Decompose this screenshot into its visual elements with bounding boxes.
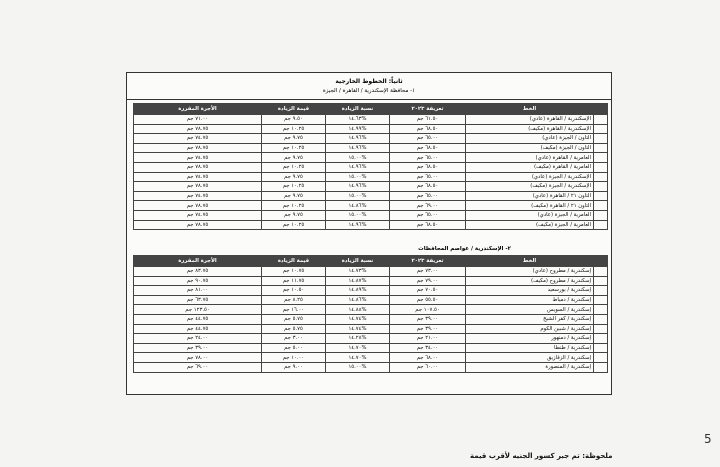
header-increase-pct: نسبة الزيادة bbox=[326, 256, 390, 267]
route-cell: التاون / الجيزة (مكيف) bbox=[466, 143, 594, 153]
tariff-cell: ٧٠.٥٠ جم bbox=[390, 286, 466, 296]
gutter-cell bbox=[594, 104, 608, 115]
gutter-cell bbox=[594, 353, 608, 363]
fare-cell: ٧٨.٧٥ جم bbox=[134, 162, 262, 172]
increase-pct-cell: %١٥.٠٠ bbox=[326, 191, 390, 201]
increase-value-cell: ١٦.٠٠ جم bbox=[262, 305, 326, 315]
fare-cell: ٧٤.٧٥ جم bbox=[134, 172, 262, 182]
table-row bbox=[134, 172, 608, 182]
tariff-cell: ٦٨.٥٠ جم bbox=[390, 220, 466, 230]
route-cell: إسكندرية / دمياط bbox=[466, 295, 594, 305]
increase-value-cell: ١٠.٠٠ جم bbox=[262, 353, 326, 363]
fare-cell: ٧١.٠٠ جم bbox=[134, 115, 262, 125]
fare-cell: ٧٤.٧٥ جم bbox=[134, 210, 262, 220]
route-cell: إسكندرية / الزقازيق bbox=[466, 353, 594, 363]
tariff-cell: ٣٩.٠٠ جم bbox=[390, 314, 466, 324]
header-route: الخط bbox=[466, 104, 594, 115]
table-row bbox=[134, 324, 608, 334]
route-cell: إسكندرية / دمنهور bbox=[466, 334, 594, 344]
increase-value-cell: ١٠.٢٥ جم bbox=[262, 201, 326, 211]
gutter-cell bbox=[594, 143, 608, 153]
increase-pct-cell: %١٤.٨٨ bbox=[326, 305, 390, 315]
gutter-cell bbox=[594, 201, 608, 211]
table-row bbox=[134, 267, 608, 277]
page-number: 5 bbox=[704, 432, 712, 446]
fare-cell: ٧٤.٧٥ جم bbox=[134, 191, 262, 201]
gutter-cell bbox=[594, 295, 608, 305]
route-cell: الإسكندرية / الجيزة (مكيف) bbox=[466, 182, 594, 192]
route-cell: الإسكندرية / القاهرة (مكيف) bbox=[466, 124, 594, 134]
gutter-cell bbox=[594, 210, 608, 220]
table-row bbox=[134, 305, 608, 315]
table-row bbox=[134, 295, 608, 305]
increase-pct-cell: %١٤.٨٧ bbox=[326, 276, 390, 286]
tariff-cell: ٧٩.٠٠ جم bbox=[390, 276, 466, 286]
increase-pct-cell: %١٤.٧٠ bbox=[326, 343, 390, 353]
tariff-cell: ٦٥.٠٠ جم bbox=[390, 134, 466, 144]
fare-cell: ٧٤.٧٥ جم bbox=[134, 153, 262, 163]
table2-header-row bbox=[134, 256, 608, 267]
increase-value-cell: ١٠.٢٥ جم bbox=[262, 182, 326, 192]
fare-cell: ٨١.٠٠ جم bbox=[134, 286, 262, 296]
route-cell: التاون ٢١ / القاهرة (مكيف) bbox=[466, 201, 594, 211]
tariff-cell: ٦٥.٠٠ جم bbox=[390, 153, 466, 163]
route-cell: إسكندرية / مطروح (مكيف) bbox=[466, 276, 594, 286]
gutter-cell bbox=[594, 267, 608, 277]
table-row bbox=[134, 334, 608, 344]
route-cell: العامرية / الجيزة (مكيف) bbox=[466, 220, 594, 230]
document-title: ثانياً: الخطوط الخارجية bbox=[335, 78, 403, 85]
fare-sheet bbox=[126, 72, 612, 395]
gutter-cell bbox=[594, 324, 608, 334]
route-cell: التاون / الجيزة (عادي) bbox=[466, 134, 594, 144]
increase-value-cell: ٨.٢٥ جم bbox=[262, 295, 326, 305]
increase-value-cell: ١٠.٥٠ جم bbox=[262, 286, 326, 296]
gutter-cell bbox=[594, 286, 608, 296]
gutter-cell bbox=[594, 276, 608, 286]
tariff-cell: ٧٣.٠٠ جم bbox=[390, 267, 466, 277]
increase-pct-cell: %١٤.٨٦ bbox=[326, 201, 390, 211]
gutter-cell bbox=[594, 162, 608, 172]
tariff-cell: ٦١.٥٠ جم bbox=[390, 115, 466, 125]
gutter-cell bbox=[594, 334, 608, 344]
increase-value-cell: ٩.٥٠ جم bbox=[262, 115, 326, 125]
route-cell: العامرية / القاهرة (مكيف) bbox=[466, 162, 594, 172]
increase-pct-cell: %١٤.٩٦ bbox=[326, 134, 390, 144]
route-cell: إسكندرية / كفر الشيخ bbox=[466, 314, 594, 324]
header-tariff: تعريفة ٢٠٢٣ bbox=[390, 256, 466, 267]
fare-cell: ٤٤.٧٥ جم bbox=[134, 324, 262, 334]
gutter-cell bbox=[594, 362, 608, 372]
header-increase-value: قيمة الزيادة bbox=[262, 104, 326, 115]
increase-value-cell: ٥.٧٥ جم bbox=[262, 314, 326, 324]
fare-table-1 bbox=[133, 103, 608, 230]
increase-pct-cell: %١٤.٢٨ bbox=[326, 334, 390, 344]
tariff-cell: ٦٨.٥٠ جم bbox=[390, 182, 466, 192]
gutter-cell bbox=[594, 115, 608, 125]
table-row bbox=[134, 134, 608, 144]
table-row bbox=[134, 314, 608, 324]
table-row bbox=[134, 210, 608, 220]
gutter-cell bbox=[594, 343, 608, 353]
increase-pct-cell: %١٥.٠٠ bbox=[326, 210, 390, 220]
tariff-cell: ١٠٧.٥٠ جم bbox=[390, 305, 466, 315]
increase-pct-cell: %١٤.٨٦ bbox=[326, 295, 390, 305]
gutter-cell bbox=[594, 191, 608, 201]
fare-cell: ٣٩.٠٠ جم bbox=[134, 343, 262, 353]
tariff-cell: ٣٤.٠٠ جم bbox=[390, 343, 466, 353]
route-cell: العامرية / الجيزة (عادي) bbox=[466, 210, 594, 220]
increase-pct-cell: %١٥.٠٠ bbox=[326, 172, 390, 182]
increase-pct-cell: %١٤.٩٦ bbox=[326, 162, 390, 172]
tariff-cell: ٥٥.٥٠ جم bbox=[390, 295, 466, 305]
table-row bbox=[134, 153, 608, 163]
section2-label: ٢- الإسكندرية / عواصم المحافظات bbox=[418, 246, 511, 252]
section1-label: ١- محافظة الإسكندرية / القاهرة / الجيزة bbox=[322, 88, 416, 94]
header-tariff: تعريفة ٢٠٢٣ bbox=[390, 104, 466, 115]
table-row bbox=[134, 220, 608, 230]
increase-value-cell: ٥.٠٠ جم bbox=[262, 343, 326, 353]
fare-cell: ٧٤.٧٥ جم bbox=[134, 134, 262, 144]
increase-value-cell: ٩.٧٥ جم bbox=[262, 210, 326, 220]
increase-pct-cell: %١٤.٧٤ bbox=[326, 324, 390, 334]
gutter-cell bbox=[594, 314, 608, 324]
fare-cell: ٤٤.٧٥ جم bbox=[134, 314, 262, 324]
table1-header-row bbox=[134, 104, 608, 115]
route-cell: التاون ٢١ / القاهرة (عادي) bbox=[466, 191, 594, 201]
route-cell: إسكندرية / مطروح (عادي) bbox=[466, 267, 594, 277]
increase-pct-cell: %١٤.٧٤ bbox=[326, 314, 390, 324]
increase-pct-cell: %١٤.٩٩ bbox=[326, 124, 390, 134]
fare-cell: ١٢٣.٥٠ جم bbox=[134, 305, 262, 315]
route-cell: العامرية / القاهرة (عادي) bbox=[466, 153, 594, 163]
increase-value-cell: ٩.٧٥ جم bbox=[262, 191, 326, 201]
increase-value-cell: ٣.٠٠ جم bbox=[262, 334, 326, 344]
footer-note: ملحوظة: تم جبر كسور الجنيه لأقرب قيمة bbox=[470, 452, 613, 460]
fare-cell: ٧٨.٧٥ جم bbox=[134, 201, 262, 211]
fare-cell: ٦٣.٧٥ جم bbox=[134, 295, 262, 305]
table-row bbox=[134, 143, 608, 153]
route-cell: إسكندرية / المنصورة bbox=[466, 362, 594, 372]
increase-value-cell: ١١.٧٥ جم bbox=[262, 276, 326, 286]
increase-value-cell: ١٠.٧٥ جم bbox=[262, 267, 326, 277]
table-row bbox=[134, 124, 608, 134]
header-increase-pct: نسبة الزيادة bbox=[326, 104, 390, 115]
gutter-cell bbox=[594, 172, 608, 182]
fare-cell: ٧٨.٠٠ جم bbox=[134, 353, 262, 363]
gutter-cell bbox=[594, 305, 608, 315]
tariff-cell: ٦٥.٠٠ جم bbox=[390, 191, 466, 201]
header-fare: الأجرة المقررة bbox=[134, 104, 262, 115]
route-cell: إسكندرية / بورسعيد bbox=[466, 286, 594, 296]
tariff-cell: ٦٩.٠٠ جم bbox=[390, 201, 466, 211]
tariff-cell: ٦٥.٠٠ جم bbox=[390, 210, 466, 220]
gutter-cell bbox=[594, 124, 608, 134]
increase-value-cell: ٩.٠٠ جم bbox=[262, 362, 326, 372]
header-increase-value: قيمة الزيادة bbox=[262, 256, 326, 267]
tariff-cell: ٦٥.٠٠ جم bbox=[390, 172, 466, 182]
route-cell: إسكندرية / طنطا bbox=[466, 343, 594, 353]
route-cell: الإسكندرية / القاهرة (عادي) bbox=[466, 115, 594, 125]
gutter-cell bbox=[594, 256, 608, 267]
increase-value-cell: ٩.٧٥ جم bbox=[262, 153, 326, 163]
gutter-cell bbox=[594, 182, 608, 192]
increase-pct-cell: %١٥.٠٠ bbox=[326, 153, 390, 163]
route-cell: إسكندرية / شبين الكوم bbox=[466, 324, 594, 334]
tariff-cell: ٣٩.٠٠ جم bbox=[390, 324, 466, 334]
increase-value-cell: ٥.٧٥ جم bbox=[262, 324, 326, 334]
tariff-cell: ٦٨.٠٠ جم bbox=[390, 353, 466, 363]
gutter-cell bbox=[594, 220, 608, 230]
table-row bbox=[134, 353, 608, 363]
increase-value-cell: ١٠.٢٥ جم bbox=[262, 162, 326, 172]
tariff-cell: ٢١.٠٠ جم bbox=[390, 334, 466, 344]
increase-value-cell: ١٠.٢٥ جم bbox=[262, 220, 326, 230]
title-bar bbox=[127, 73, 611, 100]
increase-value-cell: ٩.٧٥ جم bbox=[262, 134, 326, 144]
increase-pct-cell: %١٤.٩٦ bbox=[326, 182, 390, 192]
increase-pct-cell: %١٤.٩٦ bbox=[326, 143, 390, 153]
gutter-cell bbox=[594, 153, 608, 163]
table-row bbox=[134, 162, 608, 172]
route-cell: إسكندرية / السويس bbox=[466, 305, 594, 315]
increase-pct-cell: %١٤.٧٠ bbox=[326, 353, 390, 363]
table-row bbox=[134, 286, 608, 296]
fare-cell: ٢٤.٠٠ جم bbox=[134, 334, 262, 344]
tariff-cell: ٦٠.٠٠ جم bbox=[390, 362, 466, 372]
gutter-cell bbox=[594, 134, 608, 144]
increase-value-cell: ١٠.٢٥ جم bbox=[262, 143, 326, 153]
increase-pct-cell: %١٤.٨٩ bbox=[326, 286, 390, 296]
tariff-cell: ٦٨.٥٠ جم bbox=[390, 124, 466, 134]
fare-table-2 bbox=[133, 255, 608, 373]
increase-pct-cell: %١٥.٠٠ bbox=[326, 362, 390, 372]
tariff-cell: ٦٨.٥٠ جم bbox=[390, 143, 466, 153]
fare-cell: ٦٩.٠٠ جم bbox=[134, 362, 262, 372]
table-row bbox=[134, 276, 608, 286]
table-row bbox=[134, 201, 608, 211]
tariff-cell: ٦٨.٥٠ جم bbox=[390, 162, 466, 172]
table-row bbox=[134, 182, 608, 192]
fare-cell: ٧٨.٧٥ جم bbox=[134, 182, 262, 192]
increase-value-cell: ٩.٧٥ جم bbox=[262, 172, 326, 182]
table-row bbox=[134, 362, 608, 372]
header-fare: الأجرة المقررة bbox=[134, 256, 262, 267]
route-cell: الإسكندرية / الجيزة (عادي) bbox=[466, 172, 594, 182]
increase-pct-cell: %١٤.٦٣ bbox=[326, 115, 390, 125]
fare-cell: ٧٨.٧٥ جم bbox=[134, 220, 262, 230]
fare-cell: ٧٨.٧٥ جم bbox=[134, 124, 262, 134]
increase-pct-cell: %١٤.٩٦ bbox=[326, 220, 390, 230]
table-row bbox=[134, 115, 608, 125]
fare-cell: ٩٠.٧٥ جم bbox=[134, 276, 262, 286]
fare-cell: ٨٣.٧٥ جم bbox=[134, 267, 262, 277]
increase-value-cell: ١٠.٢٥ جم bbox=[262, 124, 326, 134]
table-row bbox=[134, 191, 608, 201]
table-row bbox=[134, 343, 608, 353]
header-route: الخط bbox=[466, 256, 594, 267]
increase-pct-cell: %١٤.٧٣ bbox=[326, 267, 390, 277]
fare-cell: ٧٨.٧٥ جم bbox=[134, 143, 262, 153]
